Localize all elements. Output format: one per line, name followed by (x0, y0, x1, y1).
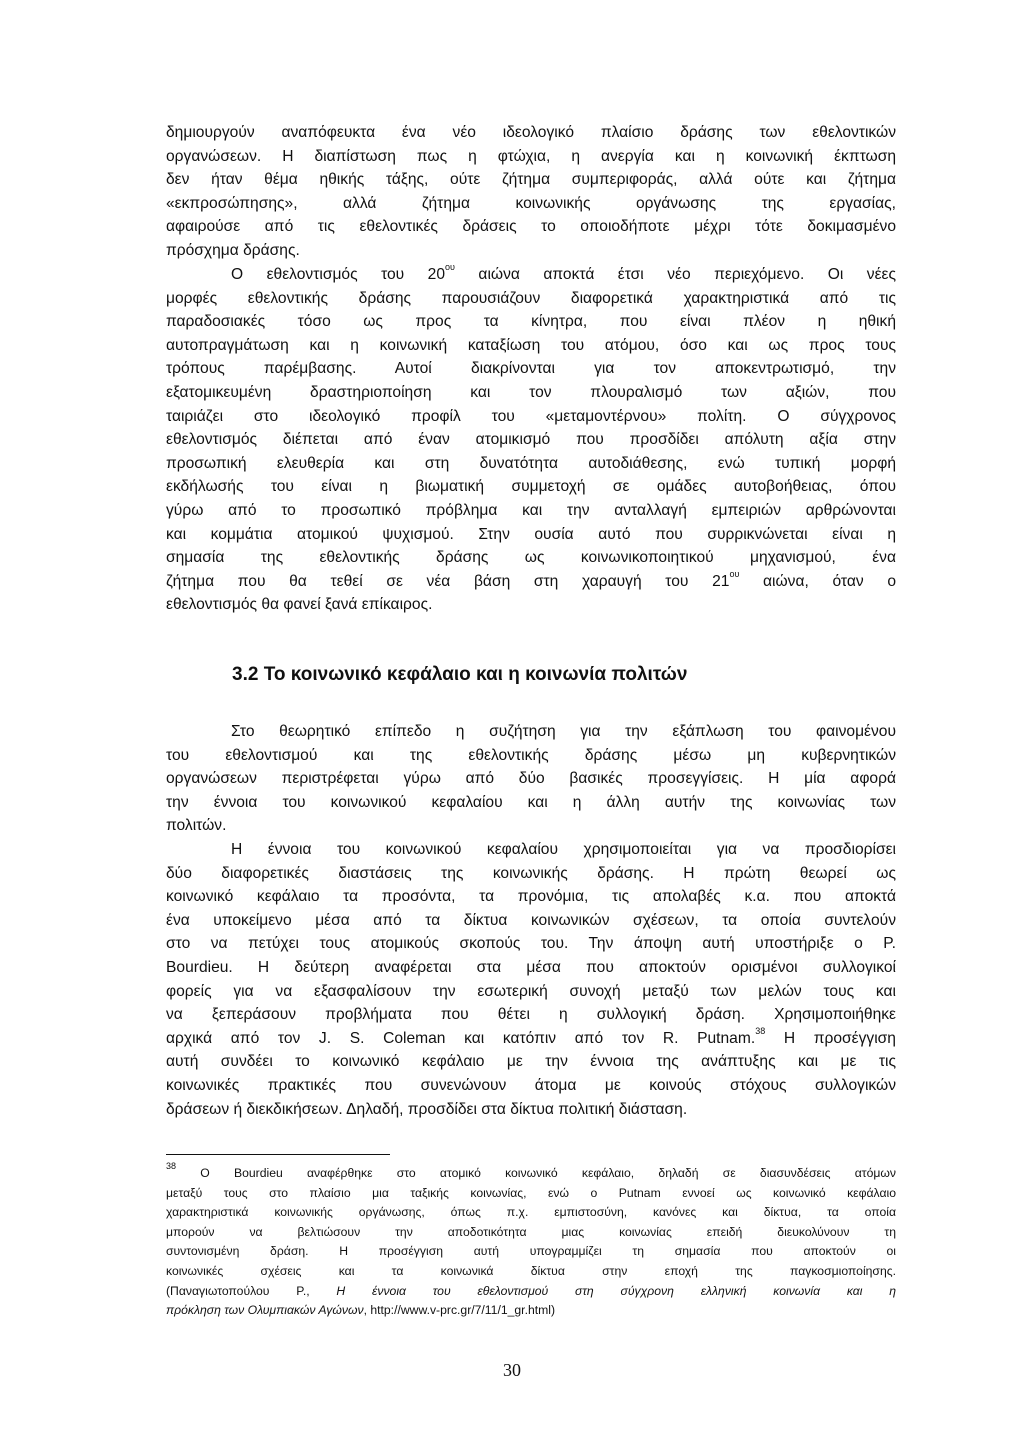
superscript: ου (445, 261, 455, 272)
text-line: δημιουργούν αναπόφευκτα ένα νέο ιδεολογικό πλαίσιο δράσης των εθελοντικών (166, 124, 896, 141)
text-line: εκδήλωσής του είναι η βιωματική συμμετοχή σε ομάδες αυτοβοήθειας, όπου (166, 478, 896, 496)
section-heading: 3.2 Το κοινωνικό κεφάλαιο και η κοινωνία πολιτών (232, 664, 688, 685)
text-fragment: αιώνα, όταν ο (739, 572, 896, 590)
text-fragment: Ο Bourdieu αναφέρθηκε στο ατομικό κοινωνικό κεφάλαιο, δηλαδή σε διασυνδέσεις ατόμων (176, 1166, 896, 1180)
text-fragment: (Παναγιωτοπούλου Ρ., (166, 1283, 337, 1298)
text-line (166, 570, 896, 594)
text-line: μορφές εθελοντικής δράσης παρουσιάζουν διαφορετικά χαρακτηριστικά από τις (166, 289, 896, 307)
text-line: τρόπους παρέμβασης. Αυτοί διακρίνονται για τον αποκεντρωτισμό, την (166, 360, 896, 378)
text-line: κοινωνικές σχέσεις και τα κοινωνικά δίκτυα στην εποχή της παγκοσμιοποίησης. (166, 1263, 896, 1278)
text-line (166, 1282, 896, 1302)
text-line: του εθελοντισμού και της εθελοντικής δράσης μέσω μη κυβερνητικών (166, 746, 896, 764)
text-line: εξατομικευμένη δραστηριοποίηση και τον πλουραλισμό των αξιών, που (166, 383, 896, 401)
page-number: 30 (503, 1360, 521, 1380)
text-line: σημασία της εθελοντικής δράσης ως κοινωνικοποιητικού μηχανισμού, ένα (166, 549, 896, 567)
text-line: Bourdieu. Η δεύτερη αναφέρεται στα μέσα που αποκτούν ορισμένοι συλλογικοί (166, 958, 896, 976)
text-line: κοινωνικές πρακτικές που συνενώνουν άτομα με κοινούς στόχους συλλογικών (166, 1076, 896, 1094)
text-line: γύρω από το προσωπικό πρόβλημα και την ανταλλαγή εμπειριών αρθρώνονται (166, 501, 896, 519)
text-line: εθελοντισμός διέπεται από έναν ατομικισμό που προσδίδει απόλυτη αξία στην (166, 431, 896, 449)
footnote-marker: 38 (166, 1160, 177, 1171)
text-line: εθελοντισμός θα φανεί ξανά επίκαιρος. (166, 596, 433, 614)
text-line (166, 1027, 896, 1051)
text-fragment: αιώνα αποκτά έτσι νέο περιεχόμενο. Οι νέες (454, 266, 897, 283)
text-line: πρόσχημα δράσης. (166, 241, 300, 259)
italic-title: Η έννοια του εθελοντισμού στη σύγχρονη ελληνική κοινωνία και η (336, 1283, 896, 1298)
footnote-reference[interactable]: 38 (755, 1025, 766, 1036)
footnote (166, 1160, 896, 1321)
text-fragment: Ο εθελοντισμός του 20 (231, 266, 446, 283)
text-line: αυτή συνδέει το κοινωνικό κεφάλαιο με την έννοια της ανάπτυξης και με τις (166, 1053, 896, 1071)
text-line: Στο θεωρητικό επίπεδο η συζήτηση για την εξάπλωση του φαινομένου (231, 723, 896, 740)
text-line: να ξεπεράσουν προβλήματα που θέτει η συλλογική δράση. Χρησιμοποιήθηκε (166, 1006, 896, 1024)
text-line: Η έννοια του κοινωνικού κεφαλαίου χρησιμοποιείται για να προσδιορίσει (231, 841, 896, 858)
paragraph-2 (166, 263, 896, 617)
text-fragment: αρχικά από τον J. S. Coleman και κατόπιν από τον R. Putnam. (166, 1029, 756, 1047)
text-line (166, 1160, 896, 1184)
text-line: πολιτών. (166, 817, 227, 835)
text-line: ένα υποκείμενο μέσα από τα δίκτυα κοινωνικών σχέσεων, τα οποία συντελούν (166, 911, 896, 929)
text-line: οργανώσεων. Η διαπίστωση πως η φτώχια, η ανεργία και η κοινωνική έκπτωση (166, 147, 896, 165)
paragraph-4 (166, 838, 896, 1121)
text-line: «εκπροσώπησης», αλλά ζήτημα κοινωνικής οργάνωσης της εργασίας, (166, 194, 896, 212)
text-line: χαρακτηριστικά κοινωνικής οργάνωσης, όπως π.χ. εμπιστοσύνη, κανόνες και δίκτυα, τα οποία (166, 1205, 896, 1220)
text-fragment: ζήτημα που θα τεθεί σε νέα βάση στη χαραυγή του 21 (166, 572, 730, 590)
text-line: μπορούν να βελτιώσουν την αποδοτικότητα μιας κοινωνίας επειδή διευκολύνουν τη (166, 1224, 896, 1239)
superscript: ου (729, 568, 740, 579)
citation-link[interactable]: , http://www.v-prc.gr/7/11/1_gr.html) (363, 1303, 556, 1318)
text-line: δεν ήταν θέμα ηθικής τάξης, ούτε ζήτημα συμπεριφοράς, αλλά ούτε και ζήτημα (166, 171, 896, 189)
text-line: φορείς για να εξασφαλίσουν την εσωτερική συνοχή μεταξύ των μελών τους και (166, 982, 896, 1000)
text-line: την έννοια του κοινωνικού κεφαλαίου και η άλλη αυτήν της κοινωνίας των (166, 793, 896, 811)
text-line (166, 263, 896, 287)
text-line: δράσεων ή διεκδικήσεων. Δηλαδή, προσδίδει στα δίκτυα πολιτική διάσταση. (166, 1100, 688, 1118)
text-line: μεταξύ τους στο πλαίσιο μια ταξικής κοινωνίας, ενώ ο Putnam εννοεί ως κοινωνικό κεφάλαιο (166, 1185, 896, 1200)
italic-title: πρόκληση των Ολυμπιακών Αγώνων (166, 1303, 364, 1318)
paragraph-1 (166, 121, 896, 263)
text-line: και κομμάτια ατομικού ψυχισμού. Στην ουσία αυτό που συρρικνώνεται είναι η (166, 525, 896, 543)
text-line: κοινωνικό κεφάλαιο τα προσόντα, τα προνόμια, τις απολαβές κ.α. που αποκτά (166, 888, 896, 906)
text-line: ταιριάζει στο ιδεολογικό προφίλ του «μεταμοντέρνου» πολίτη. Ο σύγχρονος (166, 407, 896, 425)
text-line: οργανώσεων περιστρέφεται γύρω από δύο βασικές προσεγγίσεις. Η μία αφορά (166, 770, 896, 788)
text-fragment: Η προσέγγιση (765, 1029, 896, 1047)
text-line: στο να πετύχει τους ατομικούς σκοπούς του. Την άποψη αυτή υποστήριξε ο P. (166, 935, 896, 953)
text-line: συντονισμένη δράση. Η προσέγγιση αυτή υπογραμμίζει τη σημασία που αποκτούν οι (166, 1244, 896, 1259)
text-line (166, 1301, 896, 1321)
text-line: δύο διαφορετικές διαστάσεις της κοινωνικής δράσης. Η πρώτη θεωρεί ως (166, 864, 896, 882)
text-line: αυτοπραγμάτωση και η κοινωνική καταξίωση του ατόμου, όσο και ως προς τους (166, 336, 896, 354)
text-line: προσωπική ελευθερία και στη δυνατότητα αυτοδιάθεσης, ενώ τυπική μορφή (166, 454, 896, 472)
footnote-separator (166, 1154, 390, 1155)
text-line: αφαιρούσε από τις εθελοντικές δράσεις το οποιοδήποτε μέχρι τότε δοκιμασμένο (166, 218, 896, 236)
text-line: παραδοσιακές τόσο ως προς τα κίνητρα, που είναι πλέον η ηθική (166, 313, 896, 331)
paragraph-3 (166, 720, 896, 838)
